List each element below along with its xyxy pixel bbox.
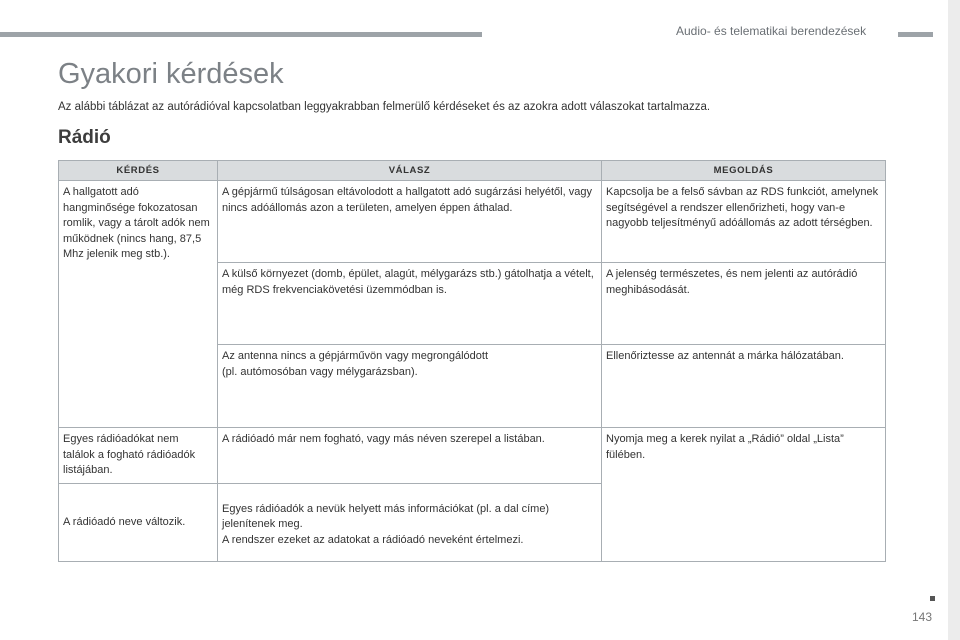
header-rule-left [0,32,482,37]
question-cell: A hallgatott adó hangminősége fokozatosan romlik, vagy a tárolt adók nem működnek (nincs hang, 87,5 Mhz jelenik meg stb.). [59,181,218,428]
page-side-strip [948,0,960,640]
intro-text: Az alábbi táblázat az autórádióval kapcsolatban leggyakrabban felmerülő kérdéseket és az azokra adott válaszokat tartalmazza. [58,101,711,113]
table-row [59,181,886,263]
table-row [59,428,886,484]
page-title: Gyakori kérdések [58,58,284,90]
solution-cell: Ellenőriztesse az antennát a márka hálózatában. [602,345,886,428]
section-header: Audio- és telematikai berendezések [676,24,867,38]
solution-cell: Kapcsolja be a felső sávban az RDS funkciót, amelynek segítségével a rendszer ellenőrizheti, hogy van-e nagyobb teljesítményű adóállomás az adott térségben. [602,181,886,263]
answer-line: Egyes rádióadók a nevük helyett más információkat (pl. a dal címe) jelenítenek meg. [222,502,550,530]
answer-line: A rendszer ezeket az adatokat a rádióadó neveként értelmezi. [222,533,524,546]
faq-table [58,160,886,562]
page-number: 143 [912,610,933,624]
header-answer: VÁLASZ [218,161,602,181]
question-cell: Egyes rádióadókat nem találok a fogható rádióadók listájában. [59,428,218,484]
answer-cell [218,345,602,428]
section-subtitle: Rádió [58,127,111,148]
header-rule-right [898,32,933,37]
solution-cell: A jelenség természetes, és nem jelenti az autórádió meghibásodását. [602,263,886,345]
header-solution: MEGOLDÁS [602,161,886,181]
question-cell-text: A rádióadó neve változik. [63,516,186,528]
answer-cell: A gépjármű túlságosan eltávolodott a hallgatott adó sugárzási helyétől, vagy nincs adóállomás azon a területen, amelyen éppen áthalad. [218,181,602,263]
page-marker-dot [930,596,935,601]
answer-cell: A külső környezet (domb, épület, alagút, mélygarázs stb.) gátolhatja a vételt, még RDS frekvenciakövetési üzemmódban is. [218,263,602,345]
solution-cell: Nyomja meg a kerek nyilat a „Rádió” oldal „Lista” fülében. [602,428,886,562]
answer-cell: A rádióadó már nem fogható, vagy más néven szerepel a listában. [218,428,602,484]
answer-cell [218,483,602,561]
table-header-row [59,161,886,181]
answer-line: (pl. autómosóban vagy mélygarázsban). [222,365,418,378]
header-question: KÉRDÉS [59,161,218,181]
answer-line: Az antenna nincs a gépjárművön vagy megrongálódott [222,350,489,362]
